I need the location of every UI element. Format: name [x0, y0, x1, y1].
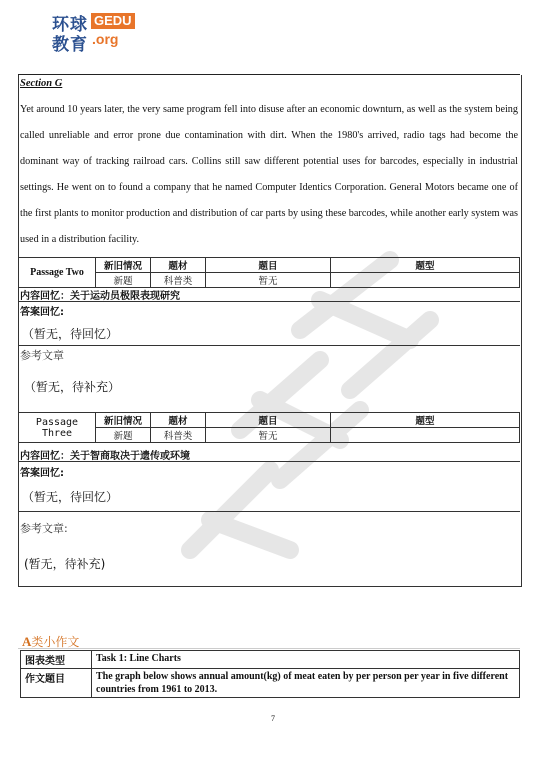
a-section-table	[20, 650, 520, 698]
divider	[18, 461, 520, 462]
header-cell: 新旧情况	[96, 413, 151, 428]
passage-two-label: Passage Two	[19, 258, 96, 288]
table-row	[19, 258, 520, 273]
section-g-title: Section G	[20, 78, 63, 89]
header-cell: 题目	[206, 258, 331, 273]
table-row	[21, 651, 520, 669]
divider	[18, 301, 520, 302]
logo-badge: GEDU	[91, 13, 135, 29]
passage-two-answer-label: 答案回忆:	[20, 307, 64, 318]
essay-topic-key: 作文题目	[21, 669, 92, 698]
passage-three-ref-label: 参考文章:	[20, 522, 68, 535]
value-cell: 科普类	[151, 273, 206, 288]
logo-text-line1: 环球	[52, 15, 88, 35]
divider	[18, 511, 520, 512]
passage-two-ref-label: 参考文章	[20, 349, 64, 362]
value-cell: 暂无	[206, 428, 331, 443]
passage-three-answer-label: 答案回忆:	[20, 468, 64, 479]
passage-three-ref-value: (暂无，待补充)	[24, 557, 106, 571]
value-cell: 新题	[96, 428, 151, 443]
section-g-paragraph: Yet around 10 years later, the very same program fell into disuse after an economic downturn, as well as the system being called unreliable and error prone due contamination with dirt. When the 1980's arrived, radio tags had become the dominant way of tracking railroad cars. Collins still saw different potential uses for barcodes, especially in industrial settings. He went on to found a company that he named Computer Identics Corporation. General Motors became one of the first plants to monitor production and distribution of car parts by using these barcodes, while another early system was used in a distribution facility.	[20, 104, 518, 245]
value-cell: 新题	[96, 273, 151, 288]
table-row	[19, 413, 520, 428]
value-cell	[331, 428, 520, 443]
gedu-logo	[52, 10, 142, 55]
header-cell: 题目	[206, 413, 331, 428]
value-cell	[331, 273, 520, 288]
divider	[18, 345, 520, 346]
header-cell: 题材	[151, 413, 206, 428]
passage-three-content-recall: 内容回忆：关于智商取决于遗传或环境	[20, 451, 190, 462]
header-cell: 新旧情况	[96, 258, 151, 273]
essay-topic-value: The graph below shows annual amount(kg) of meat eaten by per person per year in five different countries from 1961 to 2013.	[92, 669, 520, 698]
passage-three-label: Passage Three	[19, 413, 96, 443]
page-number: 7	[271, 714, 275, 723]
logo-text-line2: 教育	[52, 35, 88, 55]
chart-type-key: 图表类型	[21, 651, 92, 669]
header-cell: 题型	[331, 258, 520, 273]
header-cell: 题型	[331, 413, 520, 428]
passage-three-table	[18, 412, 520, 443]
passage-two-ref-value: （暂无，待补充）	[24, 380, 121, 394]
header-cell: 题材	[151, 258, 206, 273]
table-row	[21, 669, 520, 698]
logo-domain: .org	[92, 31, 119, 47]
passage-two-answer-value: （暂无，待回忆）	[22, 327, 119, 341]
a-section-rule	[18, 648, 520, 649]
value-cell: 科普类	[151, 428, 206, 443]
value-cell: 暂无	[206, 273, 331, 288]
passage-two-table	[18, 257, 520, 288]
passage-two-content-recall: 内容回忆：关于运动员极限表现研究	[20, 291, 180, 302]
passage-three-answer-value: （暂无，待回忆）	[22, 490, 119, 504]
a-section-glyph: A	[22, 634, 32, 649]
chart-type-value: Task 1: Line Charts	[92, 651, 520, 669]
a-section-title-text: 类小作文	[31, 635, 80, 649]
